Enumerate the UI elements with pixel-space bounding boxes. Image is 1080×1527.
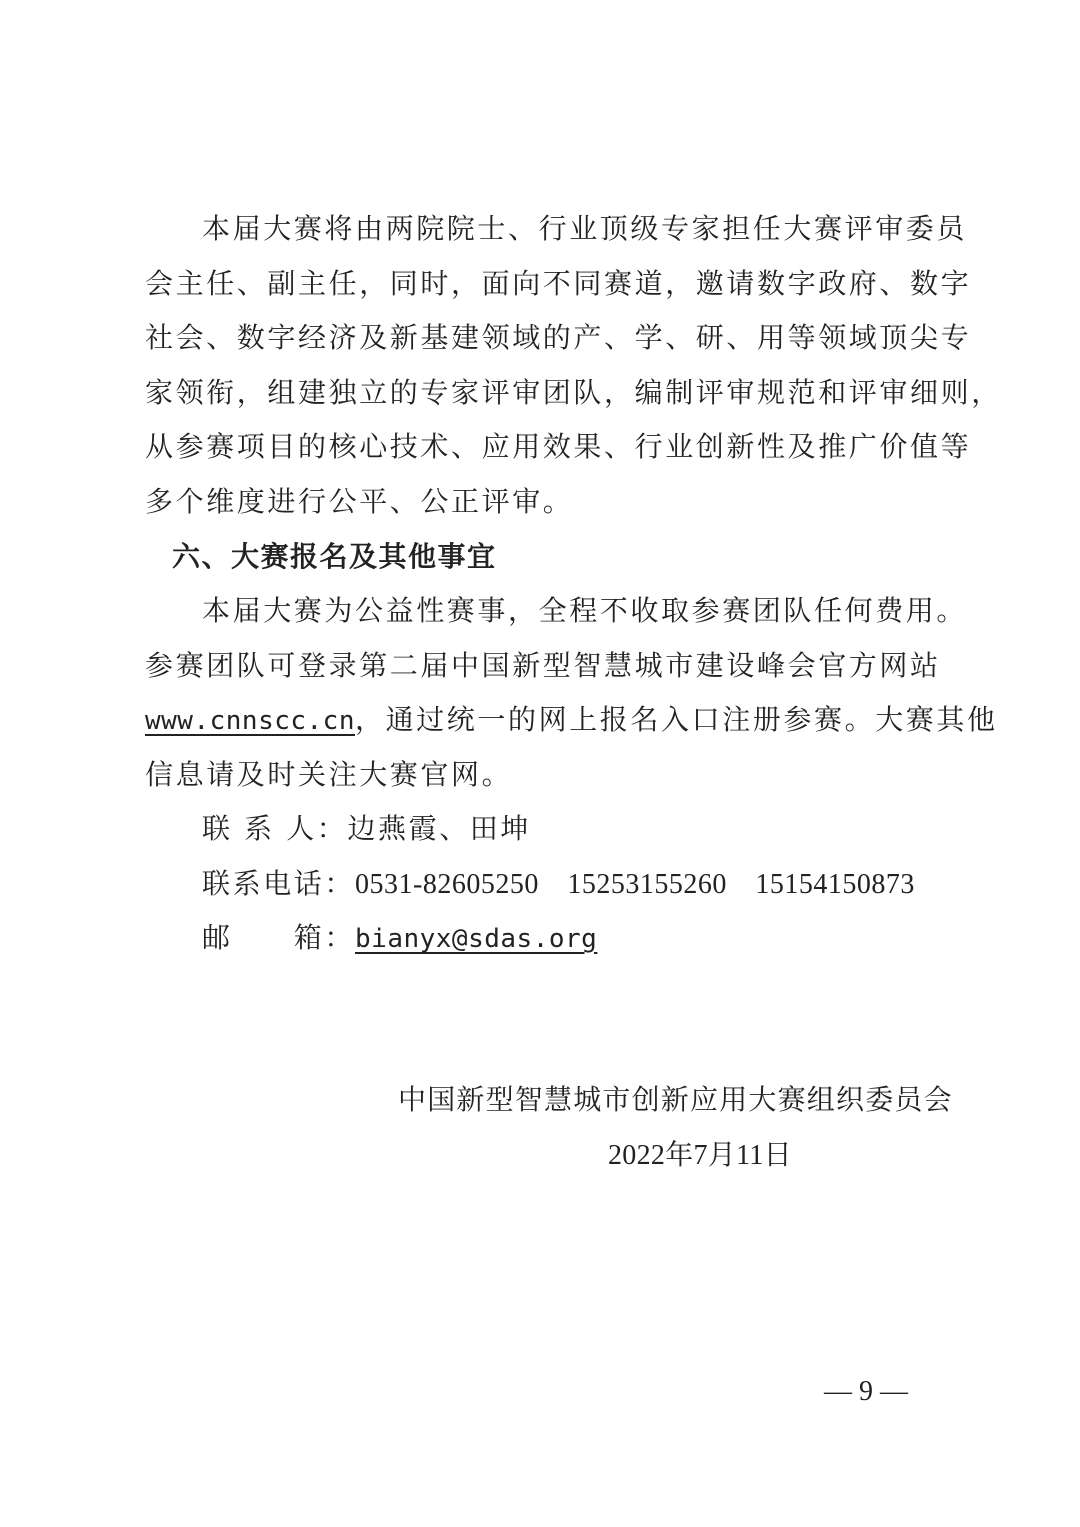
contact-phone-row	[202, 864, 915, 905]
paragraph-line: 信息请及时关注大赛官网。	[145, 758, 513, 791]
signature-date: 2022年7月11日	[608, 1140, 792, 1171]
section-heading: 六、大赛报名及其他事宜	[172, 540, 497, 573]
paragraph-line: 会主任、副主任，同时，面向不同赛道，邀请数字政府、数字	[145, 267, 972, 300]
page-number: — 9 —	[824, 1376, 908, 1407]
contact-email-link[interactable]: bianyx@sdas.org	[355, 924, 598, 954]
contact-phone-label: 联系电话：	[202, 867, 356, 900]
paragraph-line: 本届大赛将由两院院士、行业顶级专家担任大赛评审委员	[202, 212, 968, 245]
paragraph-line	[145, 700, 998, 741]
paragraph-line: 社会、数字经济及新基建领域的产、学、研、用等领域顶尖专	[145, 321, 972, 354]
paragraph-text: ，通过统一的网上报名入口注册参赛。大赛其他	[355, 703, 998, 736]
contact-email-row	[202, 918, 597, 959]
paragraph-line: 多个维度进行公平、公正评审。	[145, 485, 574, 518]
paragraph-line: 参赛团队可登录第二届中国新型智慧城市建设峰会官方网站	[145, 649, 941, 682]
contact-phone-value: 0531-82605250 15253155260 15154150873	[355, 869, 915, 900]
signature-organization: 中国新型智慧城市创新应用大赛组织委员会	[398, 1083, 953, 1116]
paragraph-line: 从参赛项目的核心技术、应用效果、行业创新性及推广价值等	[145, 430, 972, 463]
website-link[interactable]: www.cnnscc.cn	[145, 706, 355, 736]
contact-person-value: 边燕霞、田坤	[347, 812, 532, 845]
contact-person-label: 联 系 人：	[202, 812, 348, 845]
contact-person-row	[202, 809, 531, 849]
contact-email-label: 邮 箱：	[202, 921, 356, 954]
paragraph-line: 本届大赛为公益性赛事，全程不收取参赛团队任何费用。	[202, 594, 968, 627]
paragraph-line: 家领衔，组建独立的专家评审团队，编制评审规范和评审细则，	[145, 376, 1002, 409]
